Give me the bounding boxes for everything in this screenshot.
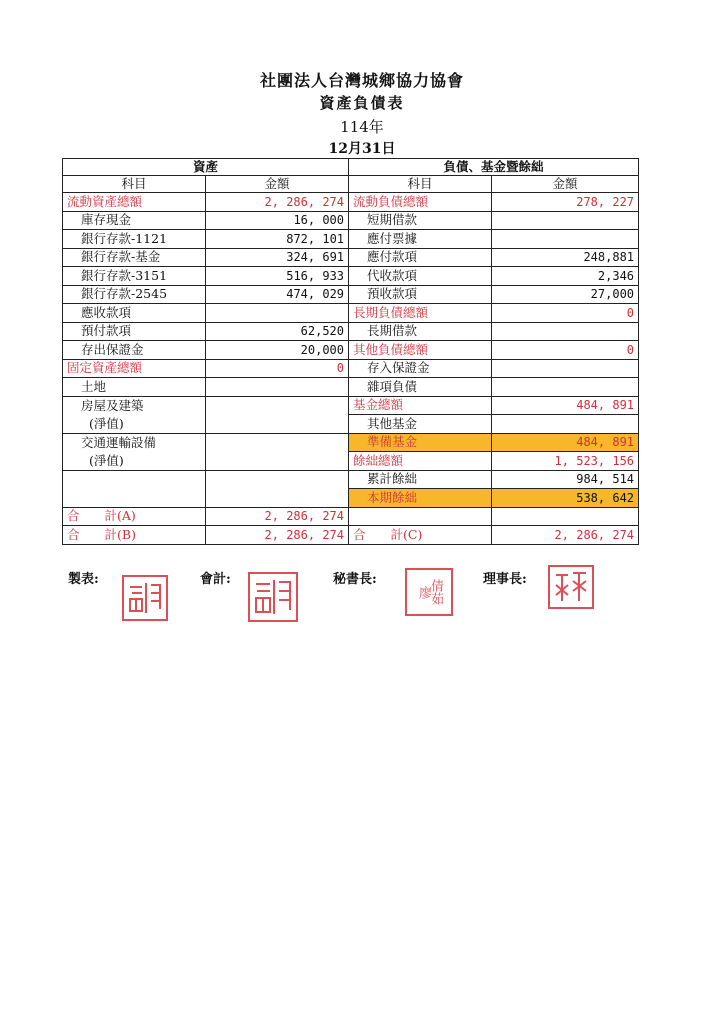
table-row <box>63 230 639 249</box>
row-label: 預收款項 <box>349 285 492 304</box>
seal-glyph-icon <box>252 576 294 618</box>
fixed-assets-label: 固定資產總額 <box>63 359 206 378</box>
secretary-seal-text-right: 廖 <box>416 585 431 599</box>
row-value <box>492 415 639 434</box>
row-value: 474, 029 <box>206 285 349 304</box>
row-value <box>492 322 639 341</box>
seal-glyph-icon <box>126 579 164 617</box>
total-row-bc <box>63 526 639 545</box>
table-row <box>63 267 639 286</box>
row-value: 62,520 <box>206 322 349 341</box>
table-row <box>63 193 639 212</box>
total-c-label: 合 計(C) <box>349 526 492 545</box>
other-liabilities-label: 其他負債總額 <box>349 341 492 360</box>
current-assets-label: 流動資產總額 <box>63 193 206 212</box>
row-label: 銀行存款-3151 <box>63 267 206 286</box>
total-a-empty-value <box>492 507 639 526</box>
report-date: 12月31日 <box>328 141 396 157</box>
col-header-amount: 金額 <box>206 176 349 193</box>
row-value <box>206 396 349 415</box>
total-a-value: 2, 286, 274 <box>206 507 349 526</box>
col-header-item: 科目 <box>349 176 492 193</box>
row-label: 銀行存款-2545 <box>63 285 206 304</box>
total-b-value: 2, 286, 274 <box>206 526 349 545</box>
row-label: (淨值) <box>63 452 206 471</box>
surplus-total-value: 1, 523, 156 <box>492 452 639 471</box>
row-label: 土地 <box>63 378 206 397</box>
table-row <box>63 285 639 304</box>
row-label <box>63 489 206 508</box>
row-label: 預付款項 <box>63 322 206 341</box>
row-label: 存出保證金 <box>63 341 206 360</box>
row-label: 交通運輸設備 <box>63 433 206 452</box>
row-label: 房屋及建築 <box>63 396 206 415</box>
table-row <box>63 304 639 323</box>
assets-section-header: 資產 <box>63 159 349 176</box>
row-value <box>492 378 639 397</box>
current-surplus-label: 本期餘絀 <box>349 489 492 508</box>
doc-title: 資產負債表 <box>319 94 405 112</box>
report-year: 114年 <box>340 118 384 136</box>
seal-glyph-icon <box>552 569 590 605</box>
row-label: 存入保證金 <box>349 359 492 378</box>
table-row <box>63 248 639 267</box>
row-label: 長期借款 <box>349 322 492 341</box>
row-label: 庫存現金 <box>63 211 206 230</box>
table-row <box>63 433 639 452</box>
prepared-by-seal <box>122 575 168 621</box>
balance-sheet-table <box>62 158 639 545</box>
row-value: 16, 000 <box>206 211 349 230</box>
row-value: 27,000 <box>492 285 639 304</box>
col-header-amount: 金額 <box>492 176 639 193</box>
accountant-label: 會計: <box>200 572 231 587</box>
table-row <box>63 415 639 434</box>
org-name: 社團法人台灣城鄉協力協會 <box>259 71 464 90</box>
total-b-label: 合 計(B) <box>63 526 206 545</box>
fixed-assets-value: 0 <box>206 359 349 378</box>
reserve-fund-value: 484, 891 <box>492 433 639 452</box>
fund-total-value: 484, 891 <box>492 396 639 415</box>
table-row <box>63 359 639 378</box>
secretary-seal <box>405 568 453 616</box>
column-header-row <box>63 176 639 193</box>
liabilities-section-header: 負債、基金暨餘絀 <box>349 159 639 176</box>
total-row-a <box>63 507 639 526</box>
row-value <box>492 211 639 230</box>
row-value: 248,881 <box>492 248 639 267</box>
row-value <box>206 378 349 397</box>
col-header-item: 科目 <box>63 176 206 193</box>
row-value: 984, 514 <box>492 470 639 489</box>
secretary-label: 秘書長: <box>333 572 377 587</box>
chairman-label: 理事長: <box>483 572 527 587</box>
surplus-total-label: 餘絀總額 <box>349 452 492 471</box>
total-a-label: 合 計(A) <box>63 507 206 526</box>
other-liabilities-value: 0 <box>492 341 639 360</box>
row-value: 20,000 <box>206 341 349 360</box>
table-row <box>63 341 639 360</box>
table-row <box>63 396 639 415</box>
long-term-liabilities-value: 0 <box>492 304 639 323</box>
row-value: 516, 933 <box>206 267 349 286</box>
table-row <box>63 211 639 230</box>
fund-total-label: 基金總額 <box>349 396 492 415</box>
row-value: 2,346 <box>492 267 639 286</box>
row-value: 872, 101 <box>206 230 349 249</box>
chairman-seal <box>548 565 594 609</box>
table-row <box>63 489 639 508</box>
row-value <box>206 489 349 508</box>
row-value <box>206 304 349 323</box>
current-assets-value: 2, 286, 274 <box>206 193 349 212</box>
table-row <box>63 378 639 397</box>
row-label: 應付票據 <box>349 230 492 249</box>
current-surplus-value: 538, 642 <box>492 489 639 508</box>
row-label: 應收款項 <box>63 304 206 323</box>
current-liabilities-label: 流動負債總額 <box>349 193 492 212</box>
row-value <box>206 470 349 489</box>
row-value <box>206 433 349 452</box>
row-value <box>492 359 639 378</box>
row-label: (淨值) <box>63 415 206 434</box>
accountant-seal <box>248 572 298 622</box>
section-header-row <box>63 159 639 176</box>
row-label: 其他基金 <box>349 415 492 434</box>
row-label: 銀行存款-1121 <box>63 230 206 249</box>
row-label: 銀行存款-基金 <box>63 248 206 267</box>
row-value <box>206 452 349 471</box>
row-value <box>492 230 639 249</box>
table-row <box>63 322 639 341</box>
reserve-fund-label: 準備基金 <box>349 433 492 452</box>
row-label <box>63 470 206 489</box>
table-row <box>63 470 639 489</box>
long-term-liabilities-label: 長期負債總額 <box>349 304 492 323</box>
row-label: 累計餘絀 <box>349 470 492 489</box>
secretary-seal-text-left: 倩茹 <box>428 579 443 605</box>
prepared-by-label: 製表: <box>68 572 99 587</box>
row-label: 雜項負債 <box>349 378 492 397</box>
current-liabilities-value: 278, 227 <box>492 193 639 212</box>
row-label: 短期借款 <box>349 211 492 230</box>
row-value: 324, 691 <box>206 248 349 267</box>
table-row <box>63 452 639 471</box>
total-a-empty-label <box>349 507 492 526</box>
row-label: 代收款項 <box>349 267 492 286</box>
row-label: 應付款項 <box>349 248 492 267</box>
row-value <box>206 415 349 434</box>
total-c-value: 2, 286, 274 <box>492 526 639 545</box>
